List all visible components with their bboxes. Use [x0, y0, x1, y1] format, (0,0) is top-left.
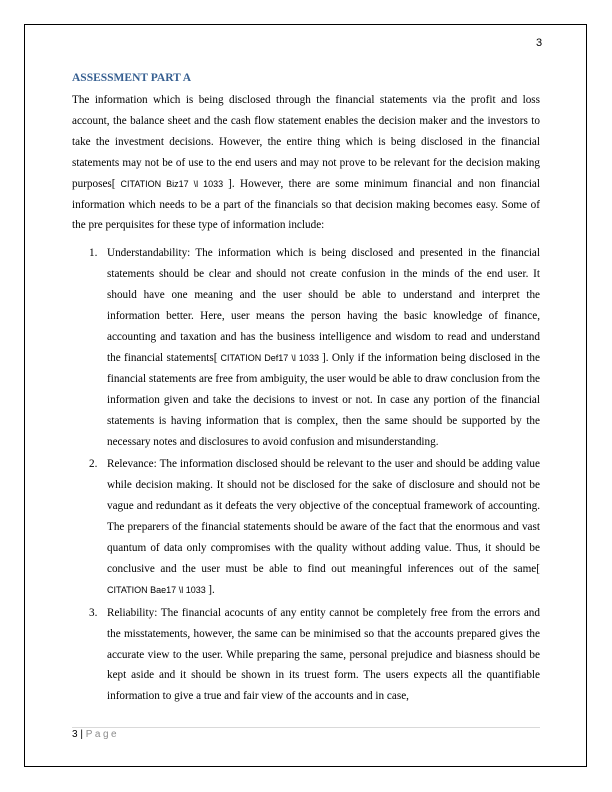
list-item-number: 2.	[89, 458, 98, 471]
citation-field: CITATION Bae17 \l 1033	[107, 584, 209, 595]
page-footer	[72, 729, 119, 740]
list-item	[89, 243, 540, 452]
footer-divider	[72, 727, 540, 728]
header-page-number: 3	[536, 37, 543, 49]
intro-text-1: The information which is being disclosed through the financial statements via the profit and loss account, the balance sheet and the cash flow statement enables the decision maker and the investors to take the investment decisions. However, the entire thing which is being disclosed in the financial statements may not be of use to the end users and may not prove to be relevant for the decision making purposes[	[72, 94, 540, 190]
footer-page-number: 3	[72, 729, 78, 740]
list-item	[89, 454, 540, 600]
section-heading: ASSESSMENT PART A	[72, 72, 192, 84]
citation-field: CITATION Biz17 \l 1033	[115, 178, 229, 189]
list-item-text-1: Understandability: The information which is being disclosed and presented in the financial statements should be clear and should not create confusion in the minds of the end user. It should have one meaning and the user should be able to understand and interpret the information better. Here, user means the person having the basic knowledge of finance, accounting and taxation and has the business intelligence and wisdom to read and understand the financial statements[	[107, 247, 540, 364]
list-item-text-2: ]. Only if the information being disclosed in the financial statements are free from ambiguity, the user would be able to draw conclusion from the information given and take the decisions to invest or not. In case any portion of the financial statements is having information that is complex, then the same should be supported by the necessary notes and disclosures to avoid confusion and misunderstanding.	[107, 351, 540, 448]
list-item	[89, 603, 540, 708]
list-item-text-1: Relevance: The information disclosed should be relevant to the user and should be adding value while decision making. It should not be disclosed for the sake of disclosure and should not be vague and redundant as it defeats the very objective of the conceptual framework of accounting. The preparers of the financial statements should be aware of the fact that the enormous and vast quantum of data only compromises with the quality without adding value. Thus, it should be conclusive and the user must be able to find out meaningful inferences out of the same[	[107, 458, 540, 575]
list-item-text-2: ].	[208, 583, 215, 596]
intro-paragraph	[72, 90, 540, 236]
list-item-number: 1.	[89, 247, 98, 260]
prerequisites-list	[72, 243, 540, 707]
list-item-number: 3.	[89, 606, 98, 619]
document-body	[72, 71, 540, 709]
footer-separator: |	[80, 729, 83, 740]
list-item-text-1: Reliability: The financial acocunts of any entity cannot be completely free from the errors and the misstatements, however, the same can be minimised so that the accounts prepared gives the accurate view to the user. While preparing the same, personal prejudice and biasness should be kept aside and it should be shown in its truest form. The users expects all the quantifiable information to give a true and fair view of the accounts and in case,	[107, 606, 540, 703]
intro-text-2: ]. However, there are some minimum financial and non financial information which needs to be a part of the financials so that decision making becomes easy. Some of the pre perquisites for these type of information include:	[72, 177, 541, 232]
footer-page-label: Page	[85, 729, 120, 740]
citation-field: CITATION Def17 \l 1033	[217, 352, 323, 363]
